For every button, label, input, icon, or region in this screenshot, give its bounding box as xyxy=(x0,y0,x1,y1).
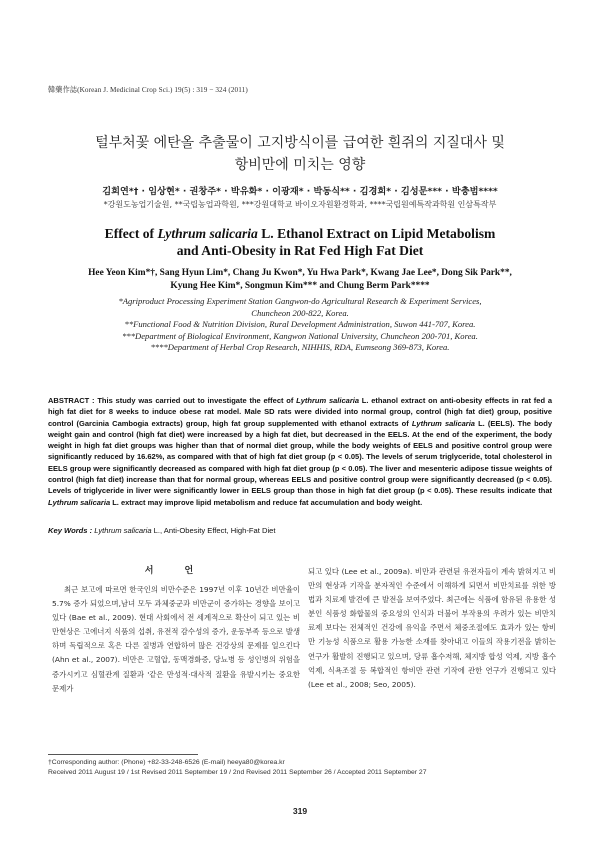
abstract xyxy=(48,395,552,508)
corresponding-author: †Corresponding author: (Phone) +82-33-248-6526 (E-mail) heeya80@korea.kr xyxy=(48,759,285,766)
english-title-line-2: and Anti-Obesity in Rat Fed High Fat Diet xyxy=(176,243,424,258)
english-title-species: Lythrum salicaria xyxy=(157,226,258,241)
key-words-text: L., Anti-Obesity Effect, High-Fat Diet xyxy=(151,526,276,535)
received-dates: Received 2011 August 19 / 1st Revised 2011 September 19 / 2nd Revised 2011 September 26 / Accepted 2011 September 27 xyxy=(48,768,427,776)
body-column-left xyxy=(52,563,300,696)
english-title-pre: Effect of xyxy=(104,226,158,241)
key-words-label: Key Words : xyxy=(48,526,95,535)
key-words xyxy=(48,526,552,535)
body-column-right xyxy=(308,565,556,692)
english-authors-line-2: Kyung Hee Kim*, Songmun Kim*** and Chung Berm Park**** xyxy=(170,280,430,291)
english-affiliations xyxy=(40,296,560,354)
abstract-species: Lythrum salicaria xyxy=(296,396,359,405)
english-title xyxy=(60,225,540,259)
page-number: 319 xyxy=(292,806,308,816)
affiliation-line: Chuncheon 200-822, Korea. xyxy=(251,307,349,318)
abstract-species: Lythrum salicaria xyxy=(48,497,111,507)
abstract-text: L. extract may improve lipid metabolism and reduce fat accumulation and body weight. xyxy=(110,497,423,507)
korean-title-line-2: 항비만에 미치는 영향 xyxy=(234,157,366,173)
key-words-species: Lythrum salicaria xyxy=(94,526,152,535)
abstract-text: L. ethanol extract on anti-obesity effects in rat fed a high fat diet for 8 weeks to induce obese rat model. Male SD rats were divided into normal group, control (high fat diet) group, positive control (Garcinia Cambogia extracts) group, high fat group supplemented with ethanol extracts of xyxy=(48,396,552,428)
abstract-text: L. (EELS). The body weight gain and control (high fat diet) were increased by a high fat diet, but decreased in the EELS. At the end of the experiment, the body weight in high fat diet groups was higher than that of normal diet group, while the body weights of EELS and positive control group were significantly reduced by 16.62%, as compared with that of high fat diet group (p < 0.05). The levels of serum triglyceride, total cholesterol in EELS group were significantly decreased as compared with high fat diet group (p < 0.05). The liver and mesenteric adipose tissue weights of control (high fat diet) increase than that for normal group, whereas EELS and positive control group were significantly decreased (p < 0.05). Levels of triglyceride in liver were significantly lower in EELS group than those in high fat diet group (p < 0.05). These results indicate that xyxy=(48,418,552,496)
abstract-label: ABSTRACT : xyxy=(48,396,98,405)
korean-title-line-1: 털부처꽃 에탄올 추출물이 고지방식이를 급여한 흰쥐의 지질대사 및 xyxy=(95,135,505,151)
korean-affiliations: *강원도농업기술원, **국립농업과학원, ***강원대학교 바이오자원환경학과, ****국립원예특작과학원 인삼특작부 xyxy=(103,200,497,209)
abstract-text: This study was carried out to investigate the effect of xyxy=(97,396,297,405)
english-authors-line-1: Hee Yeon Kim*†, Sang Hyun Lim*, Chang Ju Kwon*, Yu Hwa Park*, Kwang Jae Lee*, Dong Sik Park**, xyxy=(88,268,512,278)
affiliation-line: ***Department of Biological Environment, Kangwon National University, Chuncheon 200-701, Korea. xyxy=(122,330,478,341)
affiliation-line: *Agriproduct Processing Experiment Station Gangwon-do Agricultural Research & Experiment Services, xyxy=(118,296,482,306)
korean-authors: 김희연*† · 임상현* · 권창주* · 박유화* · 이광재* · 박동식** · 김경희* · 김성문*** · 박충범**** xyxy=(102,186,498,197)
english-title-line-1 xyxy=(60,225,540,242)
korean-title xyxy=(60,132,540,176)
footnote xyxy=(48,758,552,777)
running-head: 韓藥作誌(Korean J. Medicinal Crop Sci.) 19(5) : 319 − 324 (2011) xyxy=(48,86,248,94)
body-paragraph: 되고 있다 (Lee et al., 2009a). 비만과 관련된 유전자들이 계속 밝혀지고 비만의 현상과 기작을 분자적인 수준에서 이해하게 되면서 비만치료를 위한 방법과 치료제 발견에 큰 발전을 보여주었다. 최근에는 식품에 함유된 유용한 성분인 식품성 화합물의 중요성의 인식과 더불어 부작용의 우려가 있는 비만치료제 보다는 전체적인 건강에 유익을 주면서 체중조절에도 효과가 있는 항비만 기능성 식품으로 활용 가능한 소재를 찾아내고 이들의 작용기전을 밝히는 연구가 활발히 진행되고 있으며, 당류 흡수저해, 체지방 합성 억제, 지방 흡수 억제, 식욕조절 등 복합적인 항비만 관련 기작에 관한 연구가 진행되고 있다 (Lee et al., 2008; Seo, 2005). xyxy=(308,567,556,689)
english-authors xyxy=(40,267,560,292)
english-title-post: L. Ethanol Extract on Lipid Metabolism xyxy=(257,226,496,241)
abstract-species: Lythrum salicaria xyxy=(411,418,475,428)
affiliation-line: ****Department of Herbal Crop Research, NIHHIS, RDA, Eumseong 369-873, Korea. xyxy=(150,342,450,353)
body-paragraph: 최근 보고에 따르면 한국인의 비만수준은 1997년 이후 10년간 비만율이 5.7% 증가 되었으며,남녀 모두 과체중군과 비만군이 증가하는 경향을 보이고 있다 (Bae et al., 2009). 현대 사회에서 전 세계적으로 확산이 되고 있는 비만현상은 고에너지 식품의 섭취, 유전적 감수성의 증가, 운동부족 등으로 발생하며 독립적으로 혹은 다른 질병과 연합하여 많은 건강상의 문제를 일으킨다 (Ahn et al., 2007). 비만은 고혈압, 동맥경화증, 당뇨병 등 성인병의 위험을 증가시키고 심혈관계 질환과 '같은 만성적·대사적 질환을 유발시키는 중요한 문제가 xyxy=(52,585,300,693)
section-heading-introduction: 서 언 xyxy=(144,566,208,576)
footnote-divider xyxy=(48,754,198,755)
affiliation-line: **Functional Food & Nutrition Division, Rural Development Administration, Suwon 441-707, Korea. xyxy=(124,319,476,330)
